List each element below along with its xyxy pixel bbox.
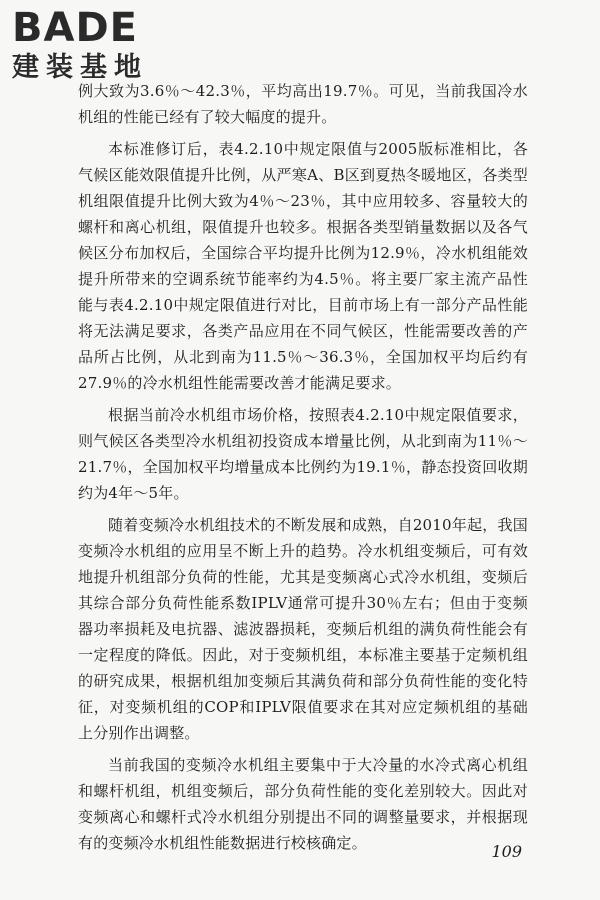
paragraph: 本标准修订后，表4.2.10中规定限值与2005版标准相比，各气候区能效限值提升比例，从严寒A、B区到夏热冬暖地区，各类型机组限值提升比例大致为4％～23％，其中应用较多、容量较大的螺杆和离心机组，限值提升也较多。根据各类型销量数据以及各气候区分布加权后，全国综合平均提升比例为12.9％，冷水机组能效提升所带来的空调系统节能率约为4.5％。将主要厂家主流产品性能与表4.2.10中规定限值进行对比，目前市场上有一部分产品性能将无法满足要求，各类产品应用在不同气候区，性能需要改善的产品所占比例，从北到南为11.5％～36.3％，全国加权平均后约有27.9％的冷水机组性能需要改善才能满足要求。 — [78, 140, 528, 392]
brand-text: BADE — [12, 5, 138, 51]
watermark-brand — [12, 6, 182, 50]
paragraph: 根据当前冷水机组市场价格，按照表4.2.10中规定限值要求，则气候区各类型冷水机组初投资成本增量比例，从北到南为11％～21.7％，全国加权平均增量成本比例约为19.1％，静态投资回收期约为4年～5年。 — [78, 406, 528, 502]
paragraph: 例大致为3.6％～42.3％，平均高出19.7％。可见，当前我国冷水机组的性能已经有了较大幅度的提升。 — [78, 82, 528, 126]
paragraph: 随着变频冷水机组技术的不断发展和成熟，自2010年起，我国变频冷水机组的应用呈不断上升的趋势。冷水机组变频后，可有效地提升机组部分负荷的性能，尤其是变频离心式冷水机组，变频后其综合部分负荷性能系数IPLV通常可提升30％左右；但由于变频器功率损耗及电抗器、滤波器损耗，变频后机组的满负荷性能会有一定程度的降低。因此，对于变频机组，本标准主要基于定频机组的研究成果，根据机组加变频后其满负荷和部分负荷性能的变化特征，对变频机组的COP和IPLV限值要求在其对应定频机组的基础上分别作出调整。 — [78, 516, 528, 742]
watermark-subtitle: 建装基地 — [12, 52, 148, 83]
watermark-logo — [12, 6, 182, 84]
page-number: 109 — [491, 842, 522, 861]
document-page — [78, 78, 528, 862]
paragraph: 当前我国的变频冷水机组主要集中于大冷量的水冷式离心机组和螺杆机组，机组变频后，部分负荷性能的变化差别较大。因此对变频离心和螺杆式冷水机组分别提出不同的调整量要求，并根据现有的变频冷水机组性能数据进行校核确定。 — [78, 756, 528, 852]
